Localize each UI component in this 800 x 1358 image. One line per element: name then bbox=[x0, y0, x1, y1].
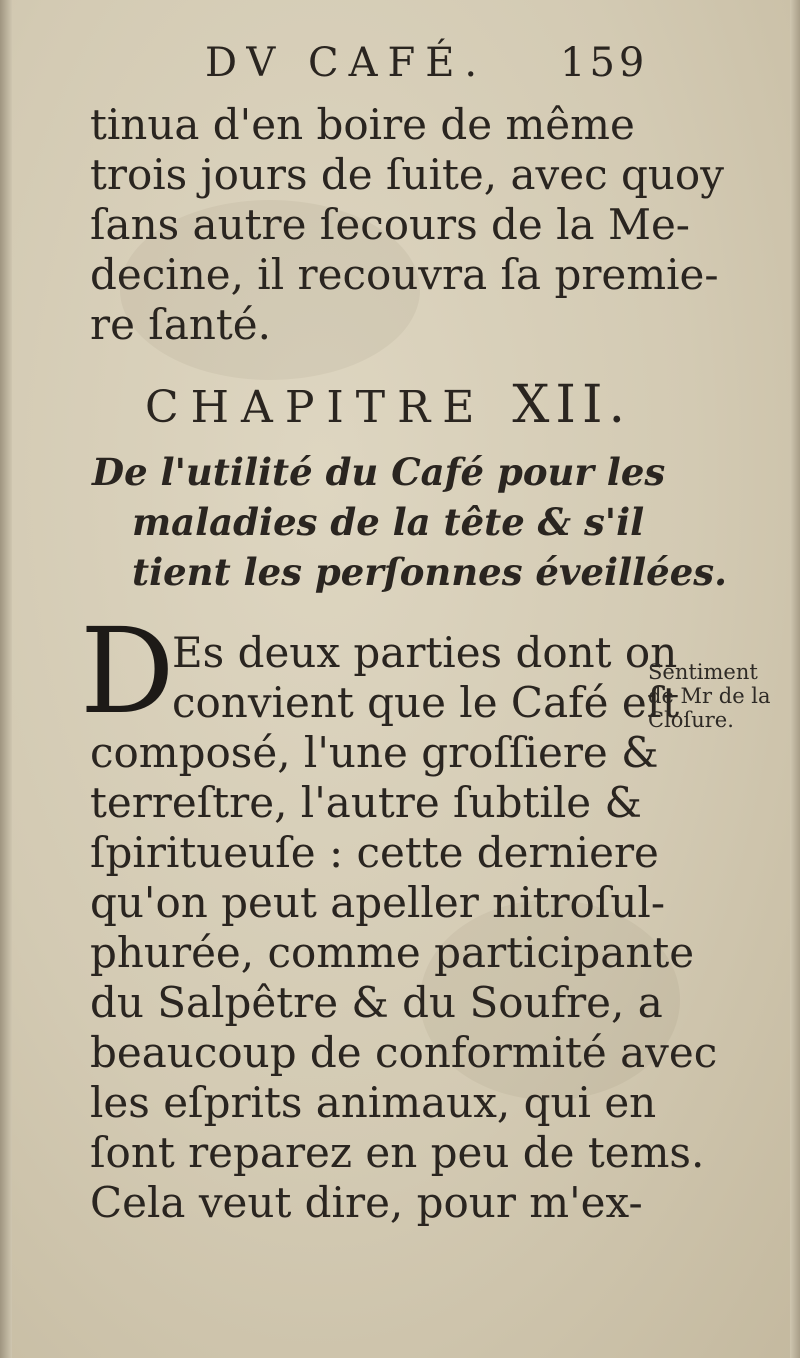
text-line: qu'on peut apeller nitroſul- bbox=[90, 878, 666, 927]
text-line: phurée, comme participante bbox=[90, 928, 695, 977]
page-number: 159 bbox=[560, 40, 649, 86]
page-gutter-shadow bbox=[0, 0, 12, 1358]
margin-note-line: de Mr de la bbox=[648, 684, 771, 708]
text-line: ſpiritueuſe : cette derniere bbox=[90, 828, 659, 877]
text-line: re ſanté. bbox=[90, 300, 272, 349]
page-edge-shadow bbox=[790, 0, 800, 1358]
text-line: beaucoup de conformité avec bbox=[90, 1028, 718, 1077]
running-head: DV CAFÉ. bbox=[205, 40, 488, 86]
text-line: les eſprits animaux, qui en bbox=[90, 1078, 657, 1127]
text-line: convient que le Café eſt bbox=[172, 678, 680, 727]
text-line: trois jours de ſuite, avec quoy bbox=[90, 150, 724, 199]
text-line: du Salpêtre & du Soufre, a bbox=[90, 978, 663, 1027]
margin-note-line: Cloſure. bbox=[648, 708, 734, 732]
margin-note bbox=[648, 660, 771, 732]
chapter-label: CHAPITRE bbox=[145, 382, 487, 433]
drop-cap: D bbox=[80, 602, 175, 740]
text-line: terreſtre, l'autre ſubtile & bbox=[90, 778, 642, 827]
text-line: Cela veut dire, pour m'ex- bbox=[90, 1178, 643, 1227]
text-line: Es deux parties dont on bbox=[172, 628, 678, 677]
text-line: composé, l'une groſſiere & bbox=[90, 728, 659, 777]
chapter-title-line: De l'utilité du Café pour les bbox=[92, 450, 666, 494]
margin-note-line: Sentiment bbox=[648, 660, 758, 684]
chapter-title-line: maladies de la tête & s'il bbox=[132, 500, 645, 544]
chapter-heading bbox=[145, 375, 631, 435]
chapter-title-line: tient les perſonnes éveillées. bbox=[132, 550, 727, 594]
text-line: tinua d'en boire de même bbox=[90, 100, 635, 149]
text-line: ſans autre ſecours de la Me- bbox=[90, 200, 690, 249]
chapter-number: XII. bbox=[512, 375, 632, 435]
text-line: decine, il recouvra ſa premie- bbox=[90, 250, 719, 299]
text-line: ſont reparez en peu de tems. bbox=[90, 1128, 705, 1177]
